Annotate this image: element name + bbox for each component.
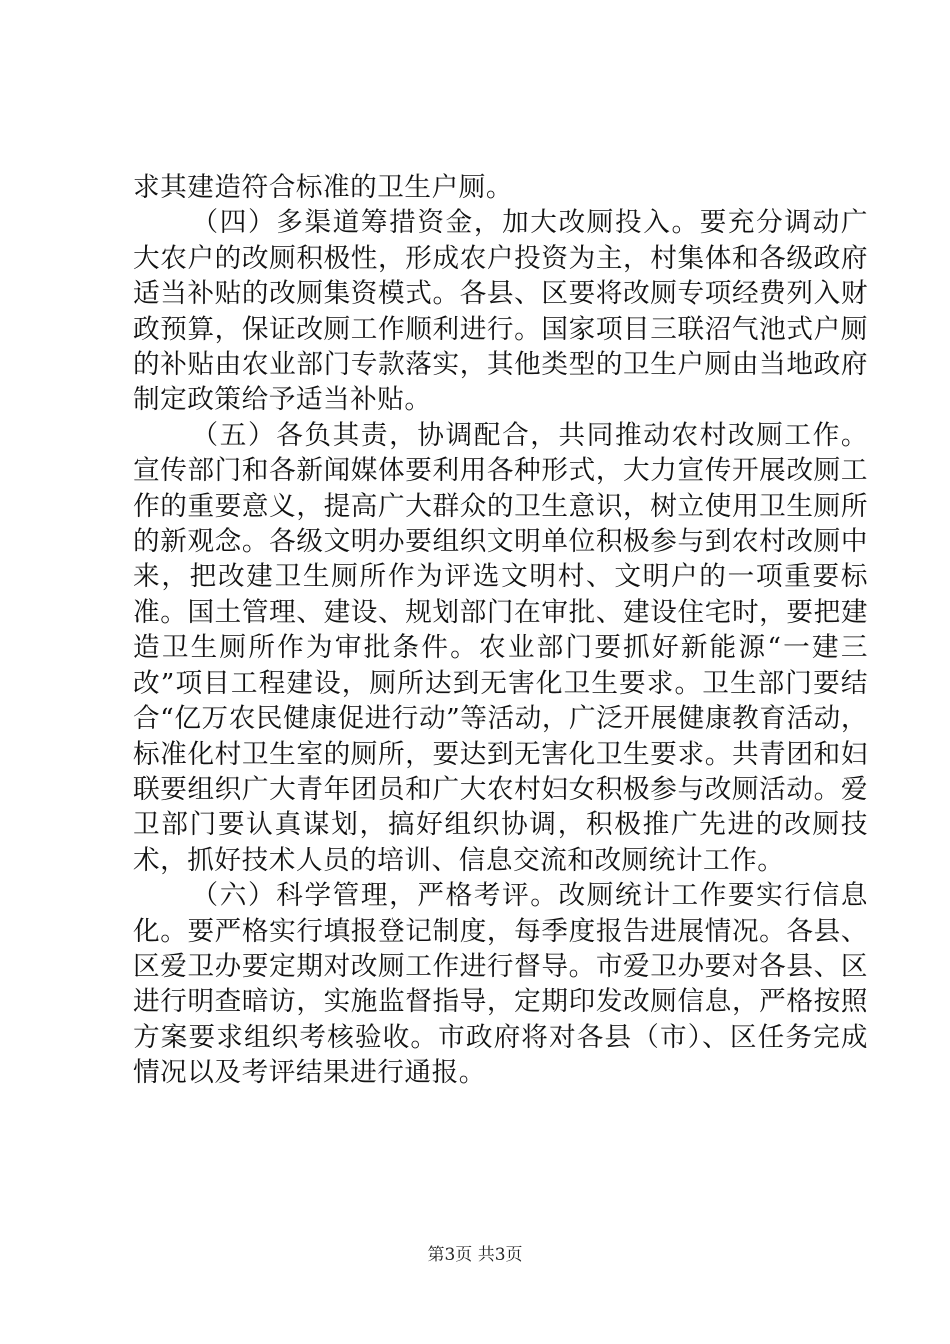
page-number-footer: 第3页 共3页 xyxy=(427,1245,523,1265)
paragraph-continuation: 求其建造符合标准的卫生户厕。 xyxy=(133,172,514,203)
paragraph-section-4: （四）多渠道筹措资金，加大改厕投入。要充分调动广大农户的改厕积极性，形成农户投资为主，村集体和各级政府适当补贴的改厕集资模式。各县、区要将改厕专项经费列入财政预算，保证改厕工作顺利进行。国家项目三联沼气池式户厕的补贴由农业部门专款落实，其他类型的卫生户厕由当地政府制定政策给予适当补贴。 xyxy=(133,207,868,416)
paragraph-section-6: （六）科学管理，严格考评。改厕统计工作要实行信息化。要严格实行填报登记制度，每季度报告进展情况。各县、区爱卫办要定期对改厕工作进行督导。市爱卫办要对各县、区进行明查暗访，实施监督指导，定期印发改厕信息，严格按照方案要求组织考核验收。市政府将对各县（市）、区任务完成情况以及考评结果进行通报。 xyxy=(133,880,868,1089)
paragraph-section-5: （五）各负其责，协调配合，共同推动农村改厕工作。宣传部门和各新闻媒体要利用各种形式，大力宣传开展改厕工作的重要意义，提高广大群众的卫生意识，树立使用卫生厕所的新观念。各级文明办要组织文明单位积极参与到农村改厕中来，把改建卫生厕所作为评选文明村、文明户的一项重要标准。国土管理、建设、规划部门在审批、建设住宅时，要把建造卫生厕所作为审批条件。农业部门要抓好新能源“一建三改”项目工程建设，厕所达到无害化卫生要求。卫生部门要结合“亿万农民健康促进行动”等活动，广泛开展健康教育活动，标准化村卫生室的厕所，要达到无害化卫生要求。共青团和妇联要组织广大青年团员和广大农村妇女积极参与改厕活动。爱卫部门要认真谋划，搞好组织协调，积极推广先进的改厕技术，抓好技术人员的培训、信息交流和改厕统计工作。 xyxy=(133,419,868,876)
document-body xyxy=(133,170,868,1091)
